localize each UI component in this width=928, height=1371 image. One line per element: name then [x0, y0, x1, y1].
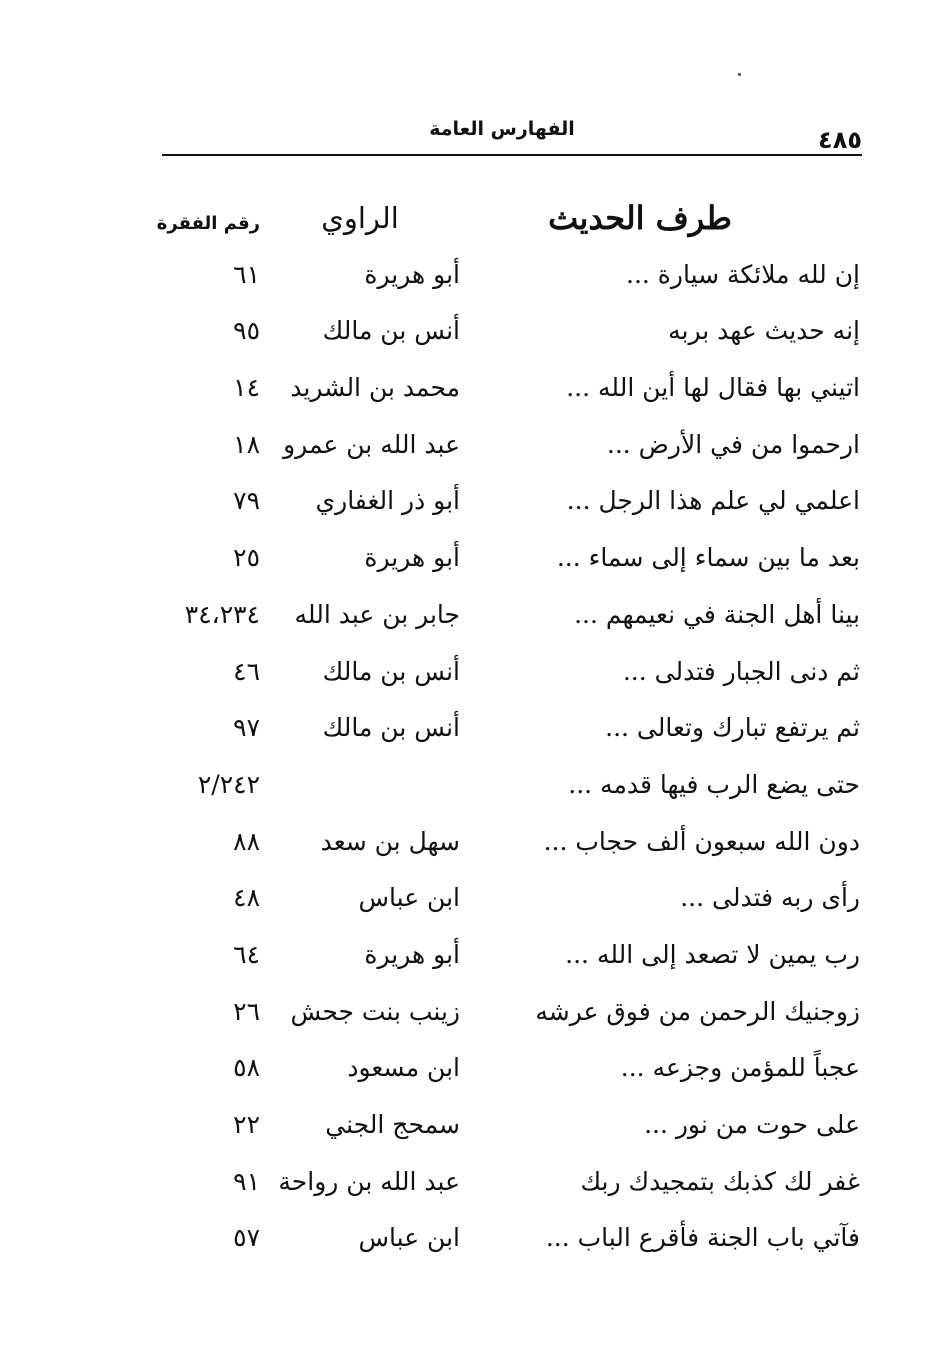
paragraph-number-cell: ٨٨	[233, 826, 260, 856]
hadith-cell: رأى ربه فتدلى ...	[680, 883, 860, 913]
table-row	[140, 530, 870, 587]
hadith-cell: عجباً للمؤمن وجزعه ...	[620, 1053, 860, 1083]
running-title: الفهارس العامة	[429, 118, 575, 140]
narrator-cell: ابن عباس	[358, 883, 460, 913]
hadith-cell: على حوت من نور ...	[644, 1110, 860, 1139]
table-row	[140, 870, 870, 927]
paragraph-number-cell: ٩١	[233, 1166, 260, 1196]
paragraph-number-cell: ١٨	[233, 429, 260, 459]
paragraph-number-cell: ٤٦	[233, 656, 260, 686]
narrator-cell: زينب بنت جحش	[290, 996, 460, 1026]
narrator-cell: عبد الله بن رواحة	[278, 1166, 460, 1196]
paragraph-number-cell: ٤٨	[233, 883, 260, 913]
narrator-cell: ابن مسعود	[347, 1053, 460, 1083]
table-row	[140, 587, 870, 644]
paragraph-number-cell: ٢٢	[233, 1110, 260, 1139]
narrator-cell: سهل بن سعد	[320, 826, 460, 856]
paragraph-number-cell: ٥٨	[233, 1053, 260, 1083]
hadith-cell: اتيني بها فقال لها أين الله ...	[566, 373, 860, 403]
table-row	[140, 1040, 870, 1097]
header-rule	[162, 154, 862, 156]
table-row	[140, 1154, 870, 1211]
table-row	[140, 303, 870, 360]
column-header-narrator: الراوي	[321, 201, 399, 235]
narrator-cell: جابر بن عبد الله	[294, 599, 460, 629]
narrator-cell: أنس بن مالك	[322, 656, 460, 686]
hadith-cell: ثم دنى الجبار فتدلى ...	[622, 656, 860, 686]
table-row	[140, 1210, 870, 1267]
hadith-cell: إن لله ملائكة سيارة ...	[626, 259, 860, 289]
paragraph-number-cell: ٢/٢٤٢	[197, 769, 260, 799]
hadith-cell: غفر لك كذبك بتمجيدك ربك	[580, 1166, 860, 1196]
hadith-cell: ارحموا من في الأرض ...	[606, 429, 860, 459]
narrator-cell: سمحج الجني	[325, 1110, 460, 1139]
hadith-cell: زوجنيك الرحمن من فوق عرشه	[535, 996, 860, 1026]
paragraph-number-cell: ١٤	[233, 373, 260, 403]
speck-mark	[738, 73, 741, 76]
paragraph-number-cell: ٧٩	[233, 486, 260, 516]
narrator-cell: محمد بن الشريد	[290, 373, 460, 403]
narrator-cell: أنس بن مالك	[322, 316, 460, 346]
narrator-cell: ابن عباس	[358, 1223, 460, 1253]
narrator-cell: أبو هريرة	[364, 939, 460, 969]
paragraph-number-cell: ٢٦	[233, 996, 260, 1026]
page-number: ٤٨٥	[818, 126, 862, 154]
paragraph-number-cell: ٦١	[233, 259, 260, 289]
paragraph-number-cell: ٩٧	[233, 713, 260, 743]
paragraph-number-cell: ٢٥	[233, 543, 260, 573]
table-row	[140, 814, 870, 871]
hadith-index-table	[140, 190, 870, 1267]
hadith-cell: ثم يرتفع تبارك وتعالى ...	[605, 713, 860, 743]
table-row	[140, 644, 870, 701]
narrator-cell: عبد الله بن عمرو	[283, 429, 460, 459]
column-header-hadith: طرف الحديث	[548, 199, 732, 237]
narrator-cell: أبو هريرة	[364, 543, 460, 573]
page-header	[162, 112, 862, 156]
hadith-cell: حتى يضع الرب فيها قدمه ...	[568, 769, 860, 799]
table-body	[140, 247, 870, 1267]
table-row	[140, 473, 870, 530]
table-row	[140, 984, 870, 1041]
table-row	[140, 417, 870, 474]
hadith-cell: بينا أهل الجنة في نعيمهم ...	[574, 599, 860, 629]
hadith-cell: اعلمي لي علم هذا الرجل ...	[566, 486, 860, 516]
paragraph-number-cell: ٦٤	[233, 939, 260, 969]
paragraph-number-cell: ٩٥	[233, 316, 260, 346]
table-header-row	[140, 190, 870, 247]
hadith-cell: بعد ما بين سماء إلى سماء ...	[556, 543, 860, 573]
hadith-cell: رب يمين لا تصعد إلى الله ...	[565, 939, 860, 969]
table-row	[140, 927, 870, 984]
paragraph-number-cell: ٥٧	[233, 1223, 260, 1253]
paragraph-number-cell: ٣٤،٢٣٤	[184, 599, 260, 629]
narrator-cell: أبو هريرة	[364, 259, 460, 289]
table-row	[140, 360, 870, 417]
narrator-cell: أنس بن مالك	[322, 713, 460, 743]
table-row	[140, 757, 870, 814]
hadith-cell: دون الله سبعون ألف حجاب ...	[543, 826, 860, 856]
hadith-cell: إنه حديث عهد بربه	[668, 316, 860, 346]
table-row	[140, 1097, 870, 1154]
column-header-paragraph: رقم الفقرة	[156, 213, 260, 234]
narrator-cell: أبو ذر الغفاري	[315, 486, 460, 516]
table-row	[140, 700, 870, 757]
table-row	[140, 247, 870, 304]
hadith-cell: فآتي باب الجنة فأقرع الباب ...	[545, 1223, 860, 1253]
